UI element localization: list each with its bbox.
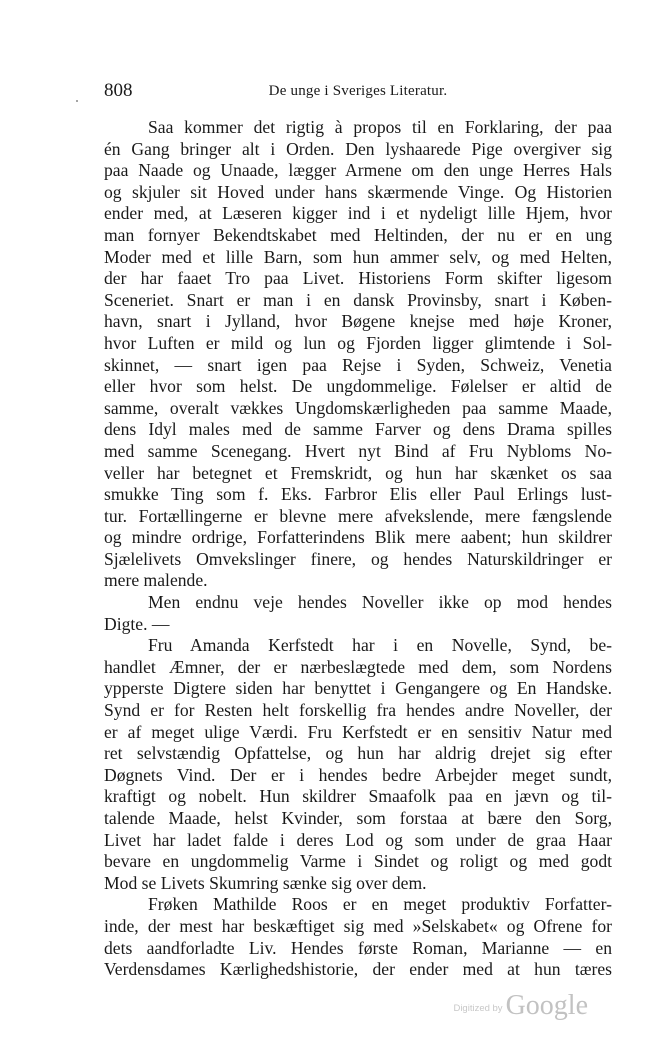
- text-line: Synd er for Resten helt forskellig fra hendes andre Noveller, der: [104, 700, 612, 721]
- text-line: Sceneriet. Snart er man i en dansk Provinsby, snart i Køben-: [104, 289, 612, 310]
- google-logo: Google: [505, 990, 588, 1021]
- page-header: [104, 79, 612, 103]
- text-line: man fornyer Bekendtskabet med Heltinden, der nu er en ung: [104, 224, 612, 245]
- text-line: Verdensdames Kærlighedshistorie, der ender med at hun tæres: [104, 959, 612, 980]
- text-line: Livet har ladet falde i deres Lod og som under de graa Haar: [104, 829, 612, 850]
- text-line: samme, overalt vækkes Ungdomskærligheden paa samme Maade,: [104, 397, 612, 418]
- text-line: veller har betegnet et Fremskridt, og hun har skænket os saa: [104, 462, 612, 483]
- page-speck: [76, 100, 78, 102]
- text-line: Døgnets Vind. Der er i hendes bedre Arbejder meget sundt,: [104, 764, 612, 785]
- text-line: Moder med et lille Barn, som hun ammer selv, og med Helten,: [104, 246, 612, 267]
- digitized-watermark: [453, 987, 588, 1021]
- text-line: talende Maade, helst Kvinder, som forstaa at bære den Sorg,: [104, 808, 612, 828]
- text-line: Digte. —: [104, 613, 170, 634]
- text-line: hvor Luften er mild og lun og Fjorden ligger glimtende i Sol-: [104, 332, 612, 353]
- text-line: Men endnu veje hendes Noveller ikke op mod hendes: [148, 592, 612, 613]
- text-line: én Gang bringer alt i Orden. Den lyshaarede Pige overgiver sig: [104, 138, 612, 159]
- text-line: der har faaet Tro paa Livet. Historiens Form skifter ligesom: [104, 268, 612, 289]
- text-line: med samme Scenegang. Hvert nyt Bind af Fru Nybloms No-: [104, 440, 612, 461]
- text-line: ret selvstændig Opfattelse, og hun har aldrig drejet sig efter: [104, 743, 612, 764]
- text-line: smukke Ting som f. Eks. Farbror Elis eller Paul Erlings lust-: [104, 484, 612, 505]
- text-line: Mod se Livets Skumring sænke sig over dem.: [104, 872, 427, 893]
- text-line: ypperste Digtere siden har benyttet i Gengangere og En Handske.: [104, 678, 612, 699]
- text-line: skinnet, — snart igen paa Rejse i Syden, Schweiz, Venetia: [104, 354, 612, 375]
- text-line: eller hvor som helst. De ungdommelige. Følelser er altid de: [104, 376, 612, 397]
- text-line: Sjælelivets Omvekslinger finere, og hendes Naturskildringer er: [104, 548, 612, 569]
- text-line: dens Idyl males med de samme Farver og dens Drama spilles: [104, 419, 612, 440]
- watermark-prefix: Digitized by: [453, 1003, 503, 1014]
- text-line: handlet Æmner, der er nærbeslægtede med dem, som Nordens: [104, 656, 612, 677]
- text-line: ender med, at Læseren kigger ind i et nydeligt lille Hjem, hvor: [104, 203, 612, 224]
- text-line: mere malende.: [104, 570, 208, 591]
- page-number: 808: [104, 80, 133, 101]
- text-line: havn, snart i Jylland, hvor Bøgene knejse med høje Kroner,: [104, 311, 612, 332]
- text-line: bevare en ungdommelig Varme i Sindet og roligt og med godt: [104, 851, 612, 872]
- text-line: kraftigt og nobelt. Hun skildrer Smaafolk paa en jævn og til-: [104, 786, 612, 807]
- text-line: tur. Fortællingerne er blevne mere afvekslende, mere fængslende: [104, 505, 612, 526]
- text-line: Fru Amanda Kerfstedt har i en Novelle, Synd, be-: [148, 635, 612, 656]
- text-line: og skjuler sit Hoved under hans skærmende Vinge. Og Historien: [104, 181, 612, 202]
- running-title: De unge i Sveriges Literatur.: [268, 83, 448, 99]
- text-line: paa Naade og Unaade, lægger Armene om den unge Herres Hals: [104, 160, 612, 181]
- text-line: dets aandforladte Liv. Hendes første Roman, Marianne — en: [104, 937, 612, 958]
- body-text: [104, 117, 612, 981]
- text-line: og mindre ordrige, Forfatterindens Blik mere aabent; hun skildrer: [104, 527, 612, 548]
- text-line: inde, der mest har beskæftiget sig med »Selskabet« og Ofrene for: [104, 915, 612, 936]
- text-line: Saa kommer det rigtig à propos til en Forklaring, der paa: [148, 117, 612, 137]
- text-line: er af meget ulige Værdi. Fru Kerfstedt er en sensitiv Natur med: [104, 721, 612, 742]
- text-line: Frøken Mathilde Roos er en meget produktiv Forfatter-: [148, 894, 612, 915]
